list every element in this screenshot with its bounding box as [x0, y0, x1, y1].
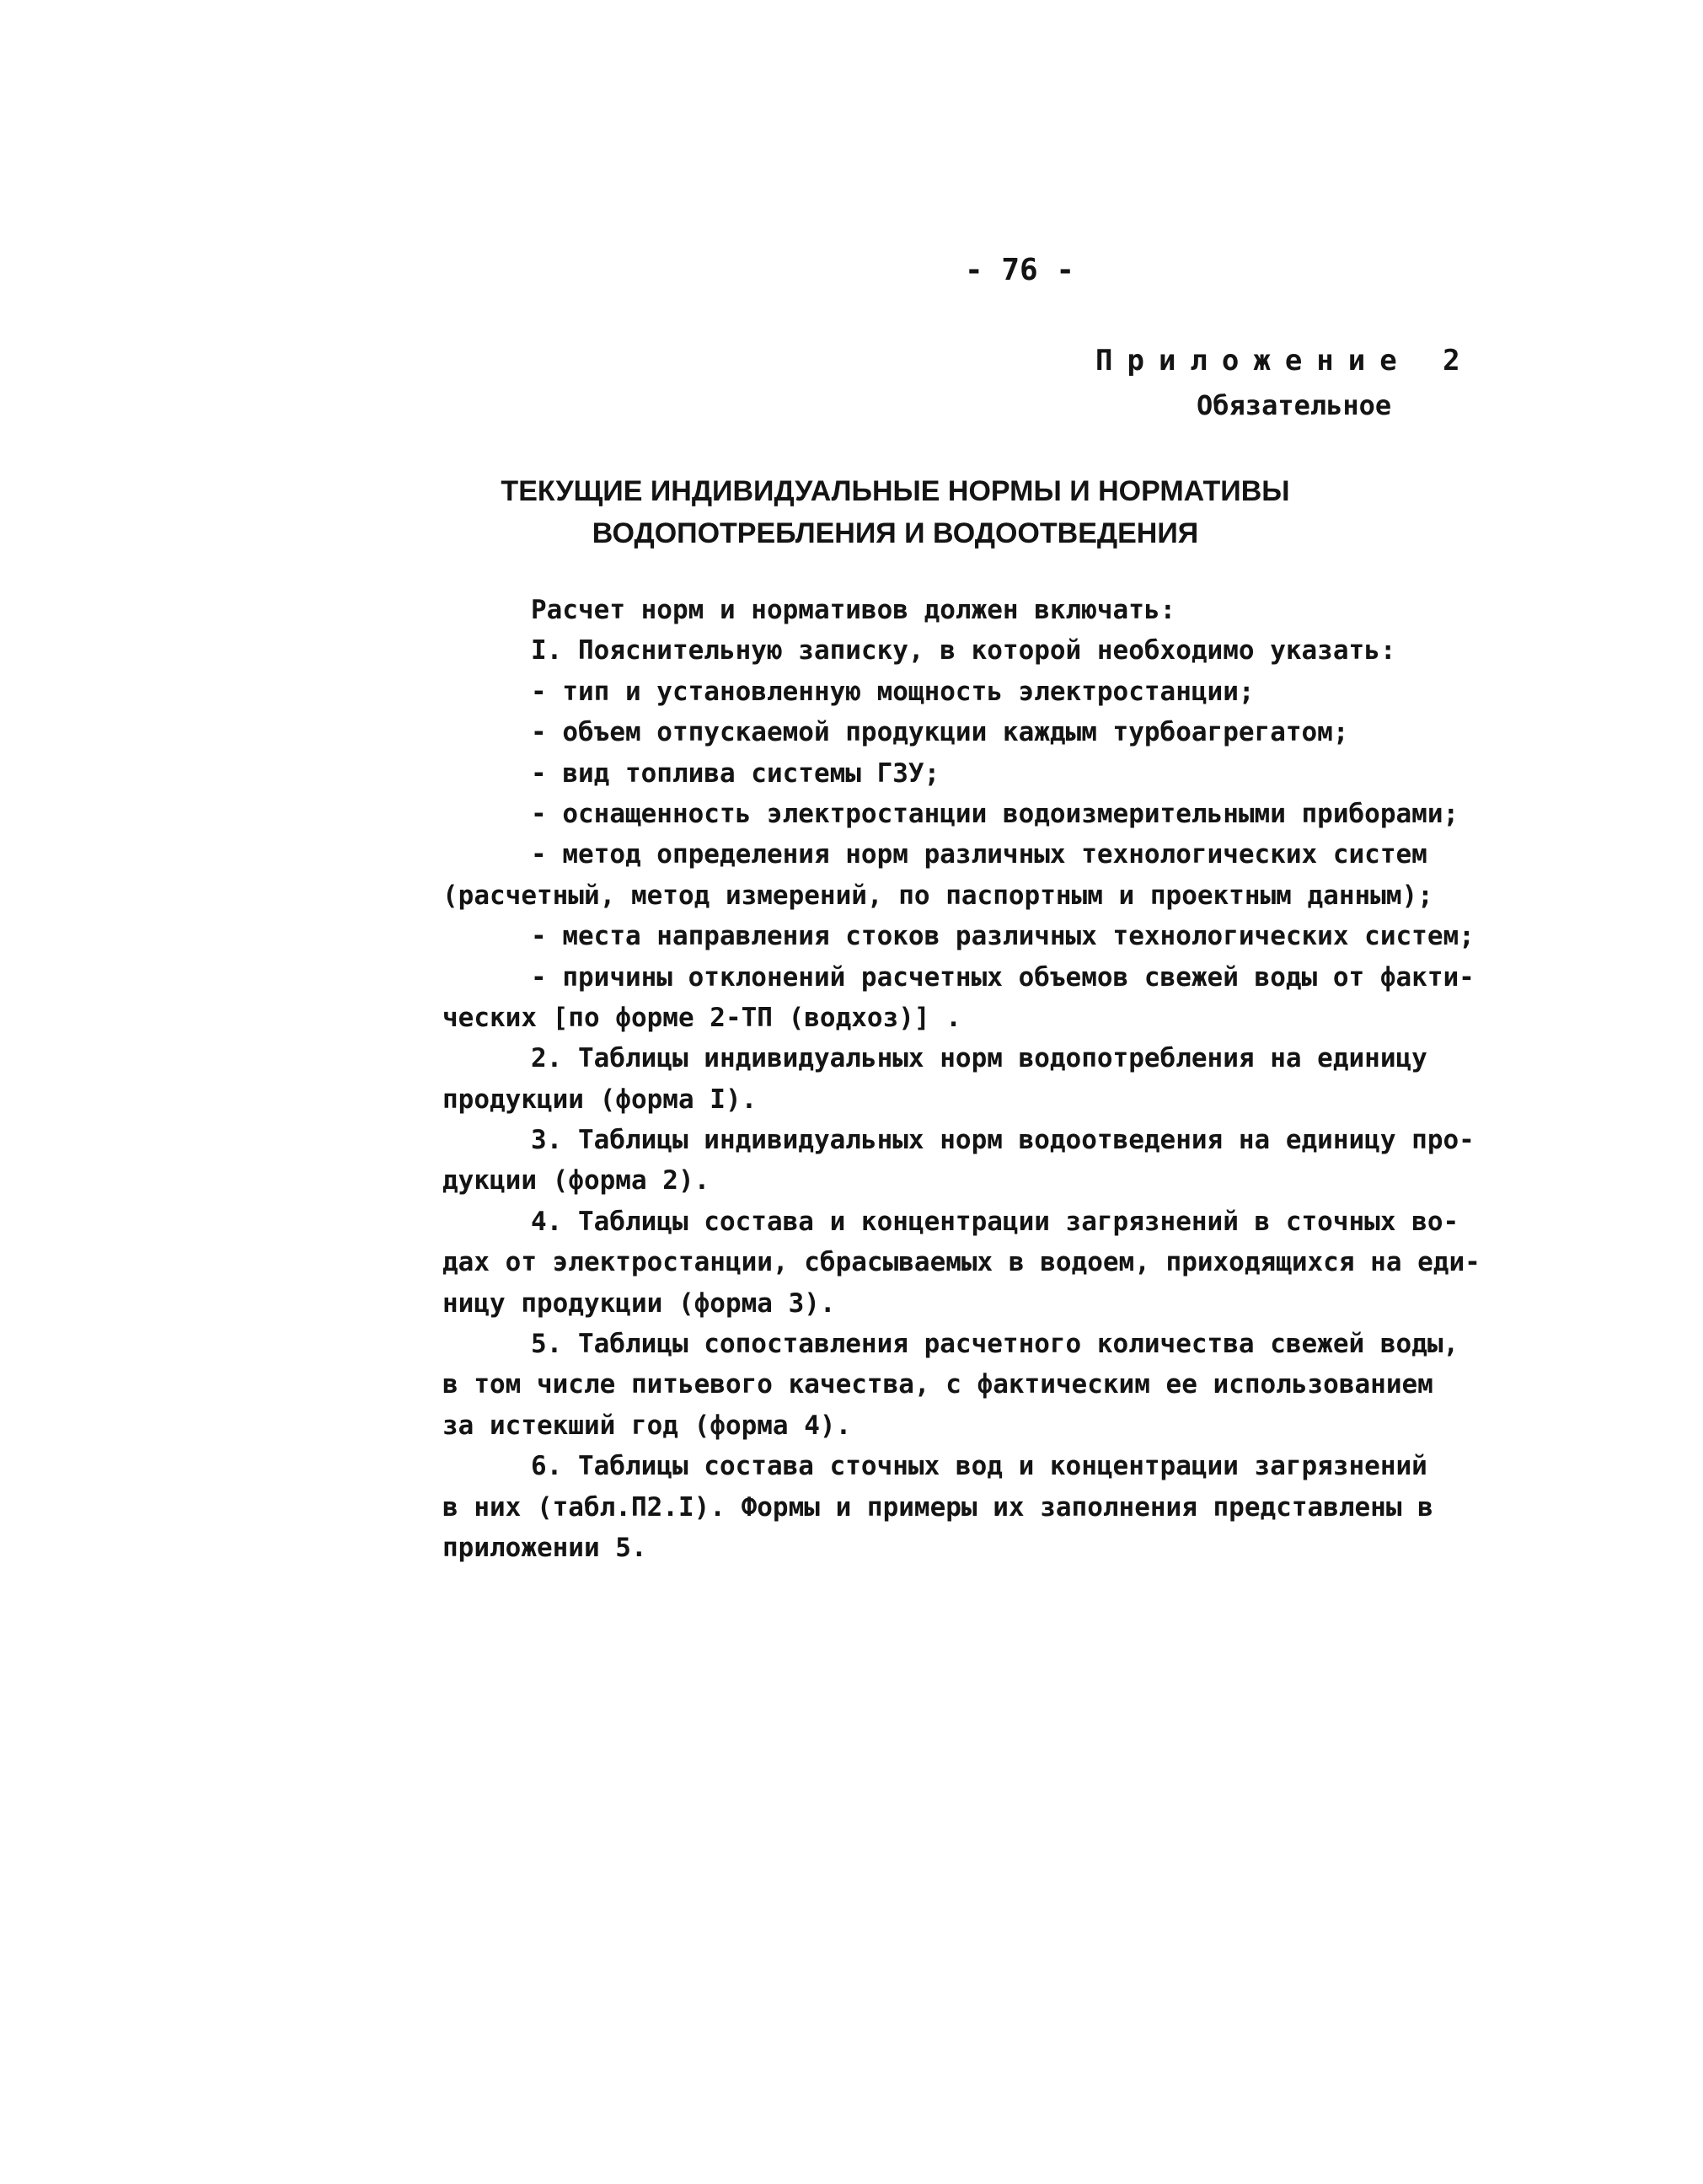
title-line: ТЕКУЩИЕ ИНДИВИДУАЛЬНЫЕ НОРМЫ И НОРМАТИВЫ [501, 475, 1290, 507]
bullet-line: - оснащенность электростанции водоизмерительными приборами; [531, 798, 1459, 829]
bullet-line: - метод определения норм различных технологических систем [531, 839, 1427, 870]
title-line: ВОДОПОТРЕБЛЕНИЯ И ВОДООТВЕДЕНИЯ [592, 517, 1199, 549]
list-item-2: 2. Таблицы индивидуальных норм водопотребления на единицу [531, 1043, 1427, 1074]
page-number: - 76 - [964, 253, 1075, 287]
list-item-4: 4. Таблицы состава и концентрации загрязнений в сточных во- [531, 1206, 1459, 1237]
bullet-line: - тип и установленную мощность электростанции; [531, 676, 1255, 707]
continuation-line: ницу продукции (форма 3). [442, 1287, 836, 1319]
continuation-line: дукции (форма 2). [442, 1165, 710, 1196]
continuation-line: за истекший год (форма 4). [442, 1410, 852, 1441]
document-title [455, 470, 1336, 554]
body-text [442, 590, 1555, 1568]
continuation-line: (расчетный, метод измерений, по паспортным и проектным данным); [442, 880, 1433, 911]
continuation-line: приложении 5. [442, 1532, 647, 1563]
list-item-6: 6. Таблицы состава сточных вод и концентрации загрязнений [531, 1451, 1427, 1482]
continuation-line: в них (табл.П2.I). Формы и примеры их заполнения представлены в [442, 1491, 1433, 1523]
list-item-3: 3. Таблицы индивидуальных норм водоотведения на единицу про- [531, 1125, 1475, 1156]
continuation-line: в том числе питьевого качества, с фактическим ее использованием [442, 1369, 1433, 1400]
continuation-line: ческих [по форме 2-ТП (водхоз)] . [442, 1002, 961, 1033]
bullet-line: - места направления стоков различных технологических систем; [531, 921, 1475, 952]
bullet-line: - вид топлива системы ГЗУ; [531, 757, 940, 789]
continuation-line: дах от электростанции, сбрасываемых в водоем, приходящихся на еди- [442, 1247, 1481, 1278]
list-item-5: 5. Таблицы сопоставления расчетного количества свежей воды, [531, 1329, 1459, 1360]
bullet-line: - объем отпускаемой продукции каждым турбоагрегатом; [531, 717, 1349, 748]
appendix-label: Приложение 2 [1095, 344, 1475, 377]
intro-line: Расчет норм и нормативов должен включать: [531, 595, 1176, 625]
appendix-status: Обязательное [1197, 389, 1392, 421]
continuation-line: продукции (форма I). [442, 1084, 758, 1115]
list-item-1: I. Пояснительную записку, в которой необходимо указать: [531, 635, 1396, 666]
bullet-line: - причины отклонений расчетных объемов свежей воды от факти- [531, 961, 1475, 993]
